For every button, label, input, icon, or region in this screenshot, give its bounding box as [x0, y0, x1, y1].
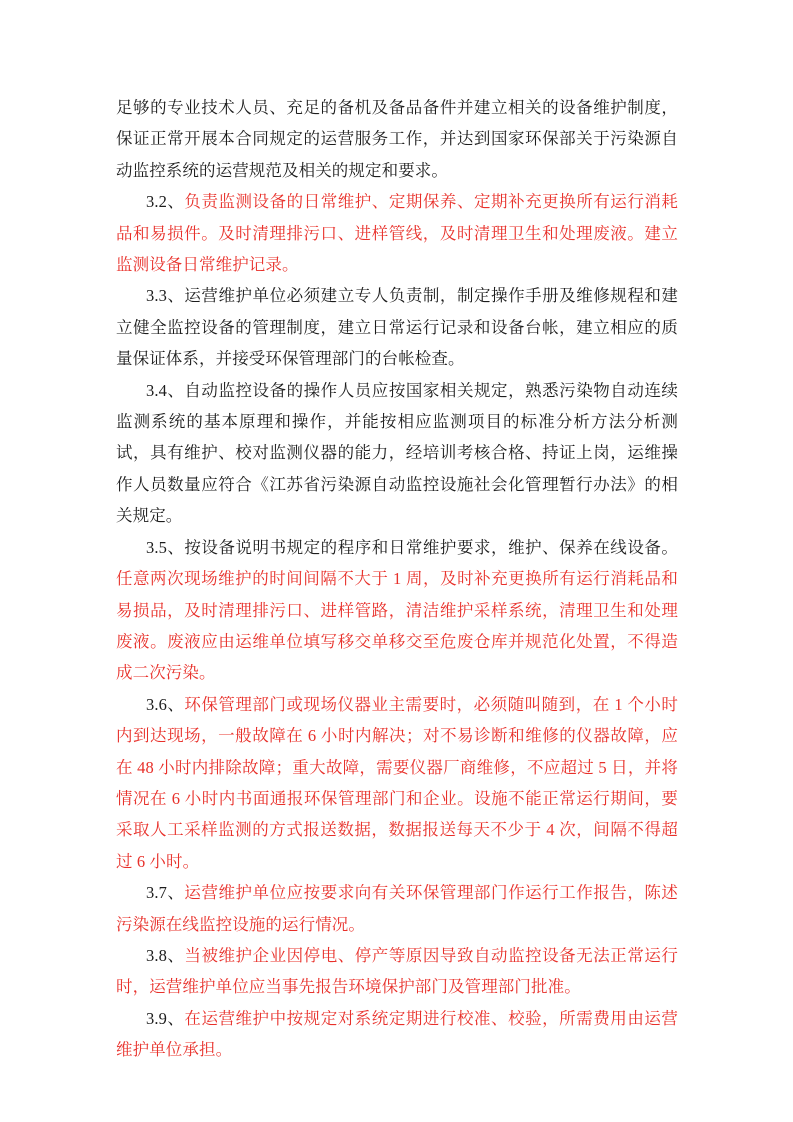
text-run: 环保管理部门或现场仪器业主需要时，必须随叫随到，在 1 个小时内到达现场，一般故障在 6 小时内解决；对不易诊断和维修的仪器故障，应在 48 小时内排除故障；重大故障，需要仪器厂商维修，不应超过 5 日，并将情况在 6 小时内书面通报环保管理部门和企业。设施不能正常运行期间，要采取人工采样监测的方式报送数据，数据报送每天不少于 4 次，间隔不得超过 6 小时。: [116, 694, 678, 871]
paragraph-clause-3-8: [116, 940, 678, 1003]
text-run: 3.3、运营维护单位必须建立专人负责制，制定操作手册及维修规程和建立健全监控设备的管理制度，建立日常运行记录和设备台帐，建立相应的质量保证体系，并接受环保管理部门的台帐检查。: [116, 286, 678, 369]
paragraph-clause-3-3: [116, 280, 678, 374]
paragraph-clause-3-5: [116, 532, 678, 689]
clause-number: 3.6、: [146, 694, 185, 714]
document-body: [116, 92, 678, 1066]
paragraph-clause-3-2: [116, 186, 678, 280]
text-run: 3.5、按设备说明书规定的程序和日常维护要求，维护、保养在线设备。: [146, 537, 678, 557]
clause-number: 3.7、: [146, 883, 185, 903]
clause-number: 3.8、: [146, 945, 185, 965]
text-run: 足够的专业技术人员、充足的备机及备品备件并建立相关的设备维护制度，保证正常开展本合同规定的运营服务工作，并达到国家环保部关于污染源自动监控系统的运营规范及相关的规定和要求。: [116, 98, 678, 180]
text-run: 负责监测设备的日常维护、定期保养、定期补充更换所有运行消耗品和易损件。及时清理排污口、进样管线，及时清理卫生和处理废液。建立监测设备日常维护记录。: [116, 192, 678, 275]
paragraph-clause-3-4: [116, 375, 678, 532]
text-run: 在运营维护中按规定对系统定期进行校准、校验，所需费用由运营维护单位承担。: [116, 1008, 678, 1060]
text-run: 3.4、自动监控设备的操作人员应按国家相关规定，熟悉污染物自动连续监测系统的基本原理和操作，并能按相应监测项目的标准分析方法分析测试，具有维护、校对监测仪器的能力，经培训考核合格、持证上岗，运维操作人员数量应符合《江苏省污染源自动监控设施社会化管理暂行办法》的相关规定。: [116, 380, 678, 526]
clause-number: 3.2、: [146, 192, 185, 212]
paragraph-clause-3-9: [116, 1003, 678, 1066]
paragraph-clause-3-6: [116, 689, 678, 877]
paragraph-continuation: [116, 92, 678, 186]
text-run: 运营维护单位应按要求向有关环保管理部门作运行工作报告，陈述污染源在线监控设施的运行情况。: [116, 883, 678, 934]
paragraph-clause-3-7: [116, 877, 678, 940]
text-run: 当被维护企业因停电、停产等原因导致自动监控设备无法正常运行时，运营维护单位应当事先报告环境保护部门及管理部门批准。: [116, 945, 678, 997]
clause-number: 3.9、: [146, 1008, 185, 1028]
text-run: 任意两次现场维护的时间间隔不大于 1 周，及时补充更换所有运行消耗品和易损品，及时清理排污口、进样管路，清洁维护采样系统，清理卫生和处理废液。废液应由运维单位填写移交单移交至危废仓库并规范化处置，不得造成二次污染。: [116, 569, 678, 683]
